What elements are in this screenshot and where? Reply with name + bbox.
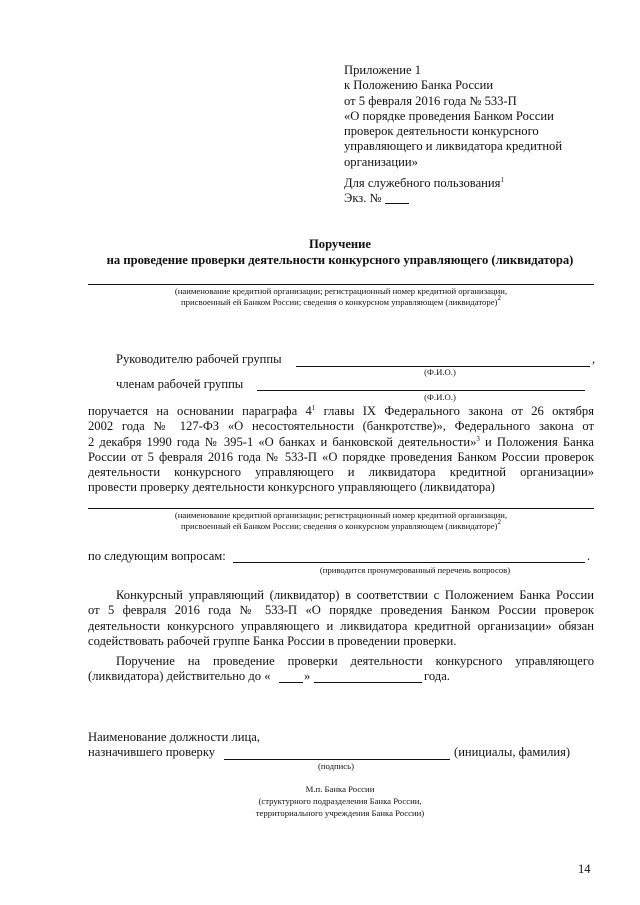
para2-line: деятельности конкурсного управляющего и ликвидатора кредитной организации» обязан: [88, 618, 594, 633]
caption-footnote: 2: [497, 518, 501, 526]
body-line: и Положения Банка: [485, 434, 594, 449]
org-info-caption-2: [88, 510, 594, 532]
questions-caption: (приводится пронумерованный перечень вопросов): [319, 565, 511, 575]
org-info-line-top: [88, 284, 594, 285]
para2-line: содействовать рабочей группе Банка России в проведении проверки.: [88, 633, 457, 648]
appendix-line: проверок деятельности конкурсного: [344, 124, 539, 139]
org-info-line-middle: [88, 508, 594, 509]
leader-comma: ,: [592, 352, 596, 366]
caption-footnote: 2: [497, 294, 501, 302]
copy-number-line: [385, 203, 409, 204]
appendix-line: «О порядке проведения Банком России: [344, 108, 554, 123]
members-fio-caption: (Ф.И.О.): [424, 392, 456, 402]
caption-line: (наименование кредитной организации; регистрационный номер кредитной организации,: [174, 286, 508, 296]
validity-date-prefix: (ликвидатора) действительно до «: [88, 669, 271, 683]
body-line: России от 5 февраля 2016 года № 533-П «О порядке проведения Банком России проверок: [88, 449, 594, 464]
para3-line: Поручение на проведение проверки деятельности конкурсного управляющего: [116, 654, 594, 668]
body-line: 2002 года № 127-ФЗ «О несостоятельности (банкротстве)», Федерального закона от: [88, 419, 594, 434]
appendix-block: [344, 63, 604, 170]
title-line2: на проведение проверки деятельности конкурсного управляющего (ликвидатора): [106, 253, 574, 268]
body-line: деятельности конкурсного управляющего и ликвидатора кредитной организации»: [88, 465, 594, 480]
restriction-block: [344, 176, 584, 207]
stamp-line: М.п. Банка России: [305, 784, 375, 794]
validity-month-line: [314, 682, 422, 683]
copy-number-label: Экз. №: [344, 191, 382, 206]
para2-line: от 5 февраля 2016 года № 533-П «О порядке проведения Банком России проверок: [88, 603, 594, 618]
leader-label: Руководителю рабочей группы: [116, 352, 282, 366]
appendix-line: организации»: [344, 154, 418, 169]
title-line1: Поручение: [308, 237, 372, 251]
validity-day-line: [279, 682, 303, 683]
stamp-block: [200, 783, 480, 819]
caption-line: присвоенный ей Банком России; сведения о конкурсном управляющем (ликвидаторе): [181, 521, 498, 531]
appendix-line: к Положению Банка России: [344, 78, 494, 93]
caption-line: (наименование кредитной организации; регистрационный номер кредитной организации,: [174, 510, 508, 520]
page-number: 14: [578, 862, 591, 876]
name-label: (инициалы, фамилия): [454, 745, 571, 759]
restriction-footnote: 1: [500, 176, 504, 184]
leader-fio-caption: (Ф.И.О.): [424, 367, 456, 377]
signature-line: [224, 759, 450, 760]
questions-line: [233, 562, 585, 563]
body-line: главы IX Федерального закона от 26 октября: [323, 404, 594, 418]
questions-label: по следующим вопросам:: [88, 549, 226, 563]
body-line: поручается на основании параграфа 4: [88, 404, 312, 418]
caption-line: присвоенный ей Банком России; сведения о конкурсном управляющем (ликвидаторе): [181, 297, 498, 307]
validity-paragraph: [88, 654, 594, 669]
org-info-caption: [88, 286, 594, 308]
stamp-line: (структурного подразделения Банка России,: [258, 796, 422, 806]
appendix-line: Приложение 1: [344, 63, 422, 77]
members-label: членам рабочей группы: [116, 377, 244, 391]
appendix-line: управляющего и ликвидатора кредитной: [344, 139, 563, 154]
body-line: провести проверку деятельности конкурсного управляющего (ликвидатора): [88, 480, 495, 495]
para2-line: Конкурсный управляющий (ликвидатор) в соответствии с Положением Банка России: [116, 588, 594, 602]
stamp-line: территориального учреждения Банка России): [255, 808, 425, 818]
validity-year-label: года.: [424, 669, 450, 683]
restriction-label: Для служебного пользования: [344, 176, 501, 190]
body-line: 2 декабря 1990 года № 395-1 «О банках и банковской деятельности»: [88, 434, 477, 449]
signatory-title-line2: назначившего проверку: [88, 745, 216, 759]
document-title: [60, 237, 620, 269]
members-name-line: [257, 390, 585, 391]
signature-caption: (подпись): [317, 761, 355, 771]
basis-paragraph: [88, 404, 594, 496]
appendix-line: от 5 февраля 2016 года № 533-П: [344, 93, 517, 108]
body-footnote: 3: [476, 434, 480, 443]
validity-quote-close: »: [304, 669, 311, 683]
body-footnote: 1: [311, 404, 316, 412]
obligation-paragraph: [88, 588, 594, 649]
questions-period: .: [587, 549, 591, 563]
signatory-title-line1: Наименование должности лица,: [88, 730, 260, 744]
